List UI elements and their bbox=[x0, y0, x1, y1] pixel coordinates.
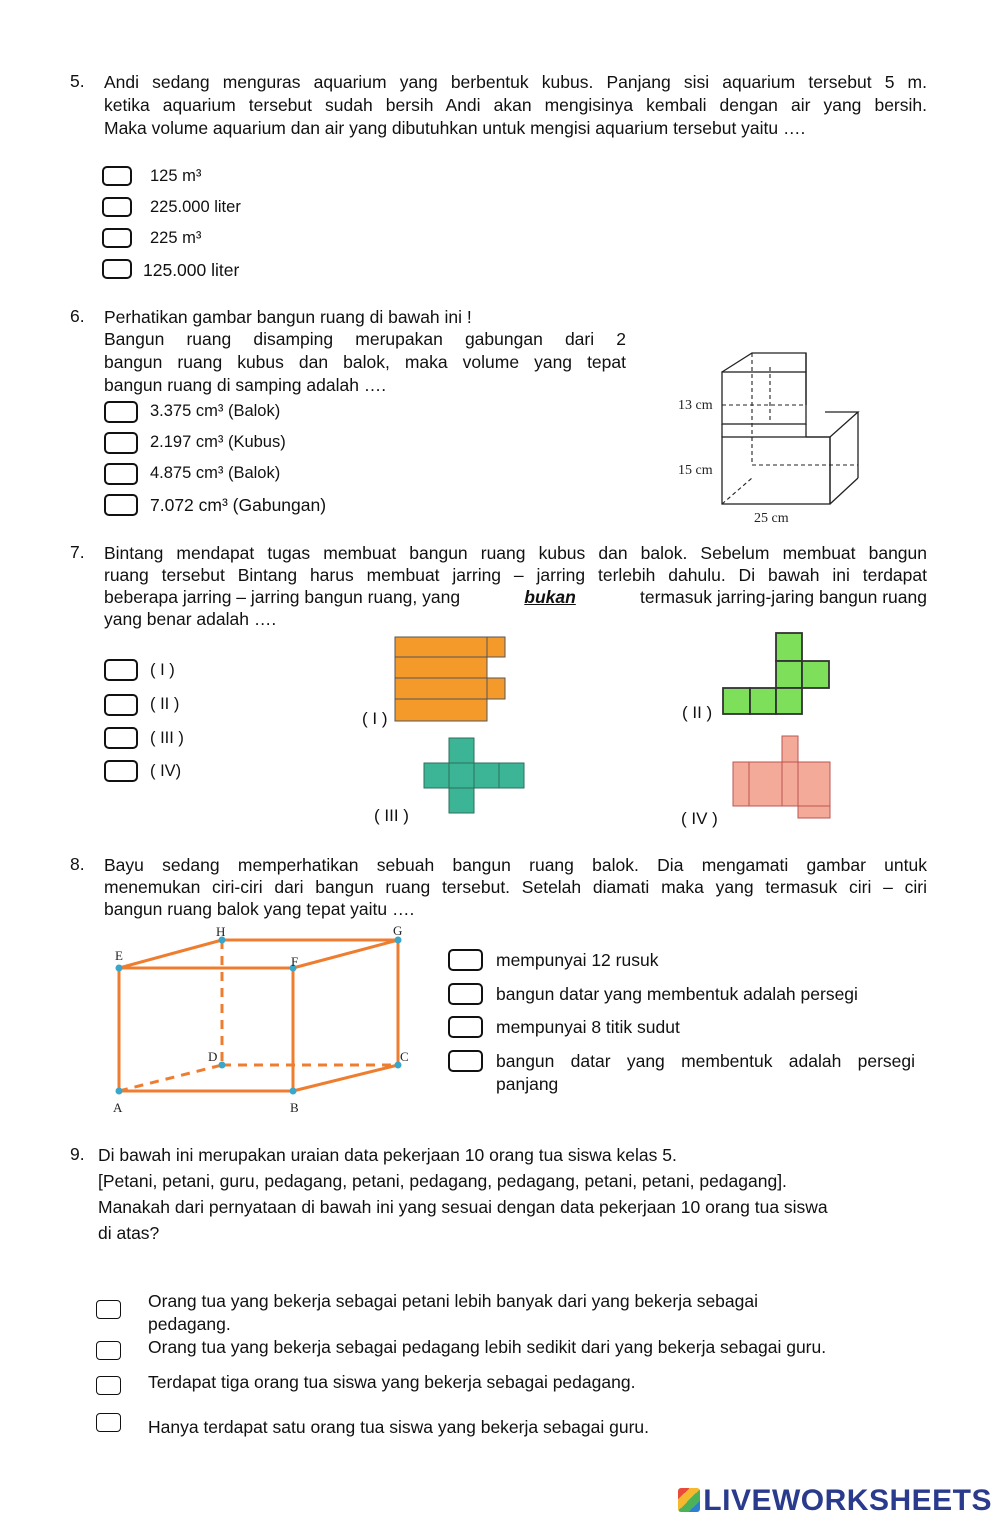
net-1-label: ( I ) bbox=[362, 709, 388, 728]
q7-option-2-checkbox[interactable] bbox=[104, 694, 138, 716]
net-3-label: ( III ) bbox=[374, 806, 409, 825]
vertex-d-dot bbox=[219, 1062, 226, 1069]
q7-line-3-start: beberapa jarring – jarring bangun ruang, yang bbox=[104, 587, 461, 607]
question-8-line-2: menemukan ciri-ciri dari bangun ruang tersebut. Setelah diamati maka yang termasuk ciri – ciri bbox=[104, 877, 927, 897]
q9-option-1-checkbox[interactable] bbox=[96, 1300, 121, 1319]
q8-option-3-checkbox[interactable] bbox=[448, 1016, 483, 1038]
q5-option-1-label: 125 m³ bbox=[150, 167, 202, 185]
q9-option-3-label: Terdapat tiga orang tua siswa yang bekerja sebagai pedagang. bbox=[148, 1372, 636, 1392]
vertex-d-label: D bbox=[208, 1049, 218, 1064]
vertex-f-label: F bbox=[291, 954, 299, 969]
q6-label-15cm: 15 cm bbox=[678, 463, 713, 478]
block-front-face bbox=[722, 437, 830, 504]
cuboid-edges bbox=[119, 940, 398, 1091]
q8-option-4-checkbox[interactable] bbox=[448, 1050, 483, 1072]
q7-option-4-label: ( IV) bbox=[150, 762, 182, 780]
question-5-line-1: Andi sedang menguras aquarium yang berbentuk kubus. Panjang sisi aquarium tersebut 5 m. bbox=[104, 72, 927, 92]
question-7-line-3 bbox=[104, 586, 927, 609]
q6-option-3-checkbox[interactable] bbox=[104, 463, 138, 485]
net-4-label: ( IV ) bbox=[681, 809, 718, 828]
q8-option-4-label: bangun datar yang membentuk adalah persegi bbox=[496, 1051, 915, 1071]
question-8-line-3: bangun ruang balok yang tepat yaitu …. bbox=[104, 899, 415, 919]
vertex-b-dot bbox=[290, 1088, 297, 1095]
question-7-line-1: Bintang mendapat tugas membuat bangun ruang kubus dan balok. Sebelum membuat bangun bbox=[104, 543, 927, 563]
vertex-a-dot bbox=[116, 1088, 123, 1095]
net-2-shapes bbox=[723, 633, 829, 714]
net-1-shapes bbox=[395, 637, 505, 721]
liveworksheets-logo bbox=[678, 1484, 992, 1518]
vertex-g-label: G bbox=[393, 923, 403, 938]
q7-emphasis-bukan: bukan bbox=[524, 587, 576, 607]
q5-option-1-checkbox[interactable] bbox=[102, 166, 132, 186]
q6-label-13cm: 13 cm bbox=[678, 398, 713, 413]
question-8-number: 8. bbox=[70, 854, 85, 874]
vertex-c-label: C bbox=[400, 1049, 409, 1064]
q7-option-2-label: ( II ) bbox=[150, 695, 180, 713]
q6-combined-solid-figure bbox=[670, 345, 870, 530]
q8-option-1-checkbox[interactable] bbox=[448, 949, 483, 971]
q8-option-2-checkbox[interactable] bbox=[448, 983, 483, 1005]
q8-option-2-label: bangun datar yang membentuk adalah persegi bbox=[496, 984, 858, 1004]
question-6-line-3: bangun ruang di samping adalah …. bbox=[104, 375, 387, 395]
cube-front-face bbox=[722, 372, 806, 424]
question-7-number: 7. bbox=[70, 542, 85, 562]
q5-option-3-label: 225 m³ bbox=[150, 229, 202, 247]
q6-label-25cm: 25 cm bbox=[754, 511, 789, 526]
question-9-line-2: [Petani, petani, guru, pedagang, petani, pedagang, pedagang, petani, petani, pedagang]. bbox=[98, 1171, 787, 1191]
q6-option-4-label: 7.072 cm³ (Gabungan) bbox=[150, 495, 327, 515]
q9-option-4-label: Hanya terdapat satu orang tua siswa yang bekerja sebagai guru. bbox=[148, 1417, 650, 1437]
net-1-figure bbox=[392, 635, 510, 725]
net-2-figure bbox=[720, 630, 835, 720]
q9-option-2-checkbox[interactable] bbox=[96, 1341, 121, 1360]
q5-option-4-checkbox[interactable] bbox=[102, 259, 132, 279]
cube-top-edges bbox=[722, 353, 806, 405]
q9-option-1-label-cont: pedagang. bbox=[148, 1314, 231, 1334]
vertex-a-label: A bbox=[113, 1100, 123, 1115]
question-6-line-2: bangun ruang kubus dan balok, maka volume yang tepat bbox=[104, 352, 626, 372]
vertex-e-dot bbox=[116, 965, 123, 972]
question-6-intro: Perhatikan gambar bangun ruang di bawah ini ! bbox=[104, 307, 472, 327]
q8-option-4-label-cont: panjang bbox=[496, 1074, 559, 1094]
q9-option-4-checkbox[interactable] bbox=[96, 1413, 121, 1432]
net-3-shapes bbox=[424, 738, 524, 813]
q8-option-3-label: mempunyai 8 titik sudut bbox=[496, 1017, 680, 1037]
q5-option-2-checkbox[interactable] bbox=[102, 197, 132, 217]
vertex-b-label: B bbox=[290, 1100, 299, 1115]
q8-cuboid-figure bbox=[105, 920, 425, 1120]
q6-option-4-checkbox[interactable] bbox=[104, 494, 138, 516]
q7-option-1-label: ( I ) bbox=[150, 661, 175, 679]
q7-option-3-label: ( III ) bbox=[150, 729, 184, 747]
q5-option-4-label: 125.000 liter bbox=[143, 260, 240, 280]
net-2-label: ( II ) bbox=[682, 703, 713, 722]
question-5-line-2: ketika aquarium tersebut sudah bersih Andi akan mengisinya kembali dengan air yang bersih. bbox=[104, 95, 927, 115]
q9-option-1-label: Orang tua yang bekerja sebagai petani lebih banyak dari yang bekerja sebagai bbox=[148, 1291, 759, 1311]
question-7-line-2: ruang tersebut Bintang harus membuat jarring – jarring terlebih dahulu. Di bawah ini terdapat bbox=[104, 565, 927, 585]
question-9-line-3: Manakah dari pernyataan di bawah ini yang sesuai dengan data pekerjaan 10 orang tua siswa bbox=[98, 1197, 828, 1217]
question-9-line-1: Di bawah ini merupakan uraian data pekerjaan 10 orang tua siswa kelas 5. bbox=[98, 1145, 677, 1165]
question-5-number: 5. bbox=[70, 71, 85, 91]
question-5-line-3: Maka volume aquarium dan air yang dibutuhkan untuk mengisi aquarium tersebut yaitu …. bbox=[104, 118, 806, 138]
q6-option-1-label: 3.375 cm³ (Balok) bbox=[150, 402, 281, 420]
question-9-number: 9. bbox=[70, 1144, 85, 1164]
q6-option-2-label: 2.197 cm³ (Kubus) bbox=[150, 433, 286, 451]
q9-option-3-checkbox[interactable] bbox=[96, 1376, 121, 1395]
question-8-line-1: Bayu sedang memperhatikan sebuah bangun ruang balok. Dia mengamati gambar untuk bbox=[104, 855, 927, 875]
liveworksheets-logo-icon bbox=[678, 1488, 700, 1512]
cuboid-vertex-dots bbox=[116, 937, 402, 1095]
q6-option-2-checkbox[interactable] bbox=[104, 432, 138, 454]
cuboid-hidden-edges bbox=[119, 940, 398, 1091]
q9-option-2-label: Orang tua yang bekerja sebagai pedagang lebih sedikit dari yang bekerja sebagai guru. bbox=[148, 1337, 827, 1357]
net-4-shapes bbox=[733, 736, 830, 818]
q7-option-4-checkbox[interactable] bbox=[104, 760, 138, 782]
question-6-line-1: Bangun ruang disamping merupakan gabungan dari 2 bbox=[104, 329, 626, 349]
q8-option-1-label: mempunyai 12 rusuk bbox=[496, 950, 659, 970]
liveworksheets-logo-text: LIVEWORKSHEETS bbox=[703, 1484, 992, 1517]
q7-option-1-checkbox[interactable] bbox=[104, 659, 138, 681]
vertex-h-label: H bbox=[216, 924, 226, 939]
net-3-figure bbox=[422, 736, 527, 816]
question-9-line-4: di atas? bbox=[98, 1223, 160, 1243]
q6-option-1-checkbox[interactable] bbox=[104, 401, 138, 423]
q6-option-3-label: 4.875 cm³ (Balok) bbox=[150, 464, 281, 482]
q7-line-3-end: termasuk jarring-jaring bangun ruang bbox=[640, 587, 927, 607]
vertex-e-label: E bbox=[115, 948, 123, 963]
q5-option-3-checkbox[interactable] bbox=[102, 228, 132, 248]
net-4-figure bbox=[730, 734, 835, 822]
question-7-line-4: yang benar adalah …. bbox=[104, 609, 277, 629]
q5-option-2-label: 225.000 liter bbox=[150, 198, 241, 216]
q7-option-3-checkbox[interactable] bbox=[104, 727, 138, 749]
question-6-number: 6. bbox=[70, 306, 85, 326]
